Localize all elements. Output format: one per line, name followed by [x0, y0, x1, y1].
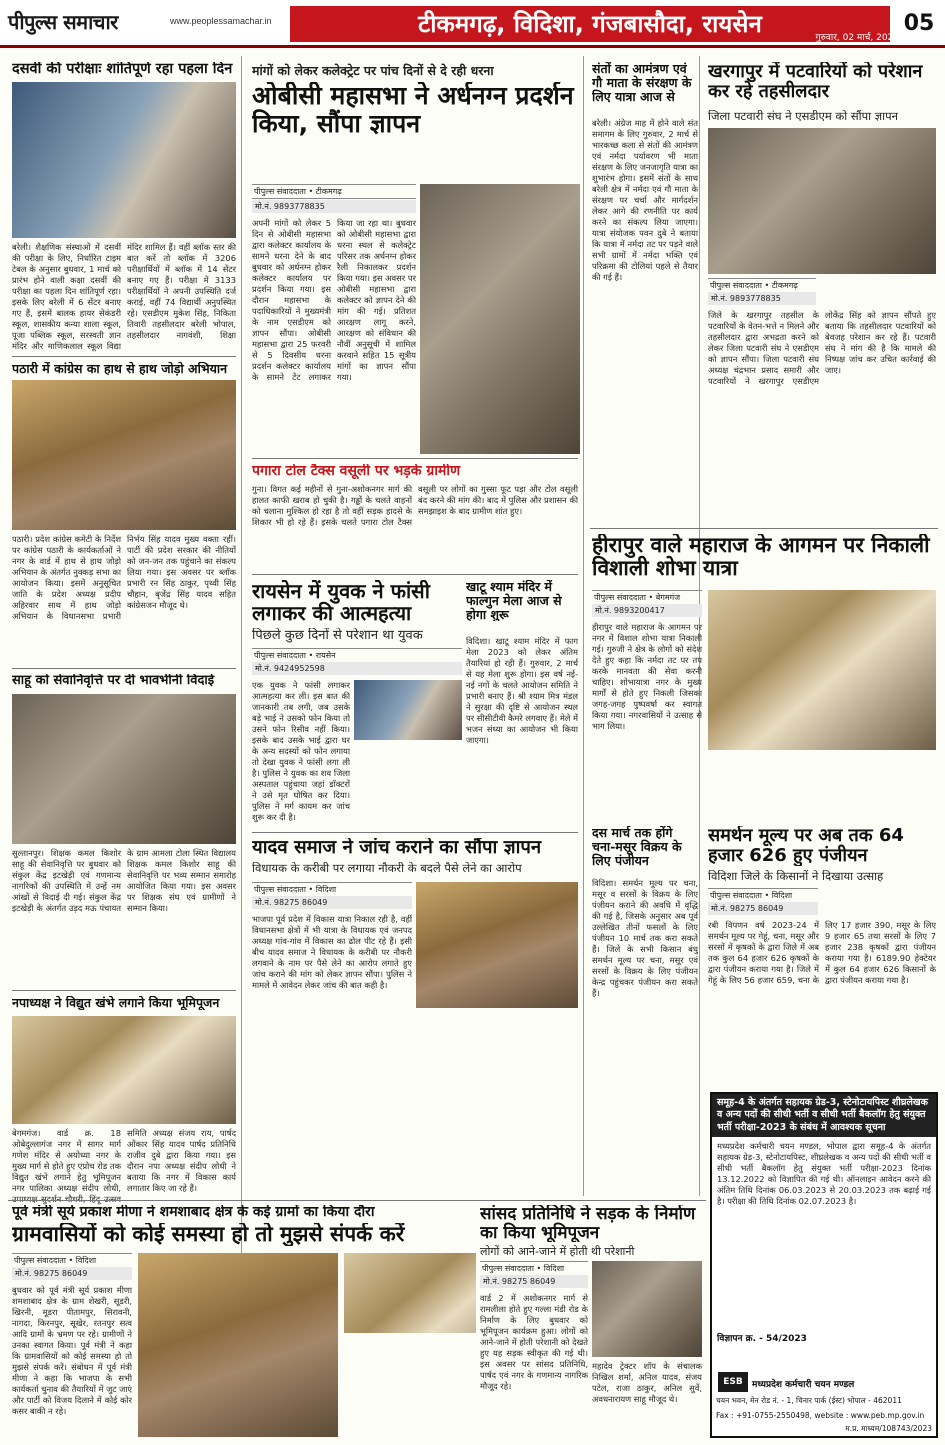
- photo-procession: [708, 590, 936, 750]
- byline: पीपुल्स संवाददाता • बेगमगंज: [592, 590, 702, 605]
- edition-banner: टीकमगढ़, विदिशा, गंजबासौदा, रायसेन: [290, 6, 890, 42]
- reporter-mobile: मो.नं. 98275 86049: [12, 1267, 132, 1280]
- article-body: विदिशा। खाटू श्याम मंदिर में फाग मेला 2023 को लेकर अंतिम तैयारियां हो रही हैं। गुरुवार, 2 मार्च से यह मेला शुरू होगा। इस वर्ष नई-नई नगों के चलते आयोजन समिति ने प्रभारी बनाए हैं। श्री श्याम मित्र मंडल ने सुरक्षा की दृष्टि से आयोजन स्थल पर सीसीटीवी कैमरे लगवाए हैं। मेले में भजन संध्या का आयोजन भी किया जाएगा।: [466, 636, 578, 746]
- reporter-mobile: मो.नं. 98275 86049: [252, 896, 412, 909]
- byline: पीपुल्स संवाददाता • विदिशा: [480, 1261, 588, 1276]
- article-subtitle: लोगों को आने-जाने में होती थी परेशानी: [480, 1245, 635, 1258]
- divider: [252, 574, 578, 575]
- column-2: [248, 56, 584, 1196]
- article-body: गुना। विगत कई महीनों से गुना-अशोकनगर मार्ग की हालत काफी खराब हो चुकी है। गड्ढों के चलते वाहनों को चलाना मुश्किल हो रहा है तो वहीं सड़क हादसे के शिकार भी हो रहे हैं। इसके चलते पगारा टोल टैक्स वसूली पर लोगों का गुस्सा फूट पड़ा और टोल वसूली बंद करने की मांग की। बाद में पुलिस और प्रशासन की समझाइश के बाद ग्रामीण शांत हुए।: [252, 484, 578, 528]
- website-url[interactable]: www.peoplessamachar.in: [170, 16, 272, 26]
- photo-farewell-ceremony: [12, 694, 236, 844]
- article-title: रायसेन में युवक ने फांसी लगाकर की आत्महत्या: [252, 580, 430, 624]
- byline: पीपुल्स संवाददाता • विदिशा: [12, 1253, 132, 1268]
- photo-victim: [354, 680, 462, 740]
- article-title: ओबीसी महासभा ने अर्धनग्न प्रदर्शन किया, सौंपा ज्ञापन: [252, 82, 574, 137]
- article-title: दस मार्च तक होंगे चना-मसूर विक्रय के लिए पंजीयन: [592, 826, 682, 868]
- article-body: बेगमगंज। वार्ड क्र. 18 ओबेदुल्लागंज नगर में सागर मार्ग गणेश मंदिर से अयोध्या नगर के मुख्य मार्ग से होते हुए एप्रोच रोड तक विद्युत खंभे लगाने हेतु भूमिपूजन नगर पालिका अध्यक्ष संदीप लोधी, उपाध्यक्ष सुदर्शन चौधरी, हिंदू उत्सव समिति अध्यक्ष संजय राय, पार्षद ओंकार सिंह यादव पार्षद प्रतिनिधि राजीव दुबे द्वारा किया गया। इस दौरान नपा अध्यक्ष संदीप लोधी ने बताया कि नगर में विकास कार्य लगातार किए जा रहे हैं।: [12, 1128, 236, 1205]
- divider: [590, 528, 938, 529]
- divider: [252, 832, 578, 833]
- page-number: 05: [903, 11, 935, 36]
- article-title: साहू को सेवानिवृत्ति पर दी भावभीनी विदाई: [12, 674, 215, 688]
- photo-patwari-memorandum: [708, 128, 936, 274]
- article-body: रबी विपणन वर्ष 2023-24 में समर्थन मूल्य पर गेहूं, चना, मसूर और सरसों में कृषकों के द्वारा जिले में अब तक कुल 64 हजार 626 कृषकों के द्वारा पंजीयन कराया गया है। जिले में गेहूं के लिए 56 हजार 659, चना के लिए 17 हजार 390, मसूर के लिए 9 हजार 65 तथा सरसों के लिए 7 हजार 238 कृषकों द्वारा पंजीयन कराया गया है। 6189.90 हेक्टेयर में कुल 64 हजार 626 किसानों के द्वारा पंजीयन कराया गया है।: [708, 920, 936, 986]
- ad-reference: म.प्र. माध्यम/108743/2023: [845, 1424, 932, 1433]
- story-road-construction: [476, 1200, 706, 1438]
- masthead-logo: पीपुल्स समाचार: [8, 10, 118, 34]
- byline: पीपुल्स संवाददाता • टीकमगढ़: [708, 278, 816, 293]
- article-title: संतों का आमंत्रण एवं गौ माता के संरक्षण के लिए यात्रा आज से: [592, 62, 692, 104]
- govt-ad-box: [710, 1092, 938, 1438]
- reporter-mobile: मो.नं. 9893778835: [252, 200, 416, 213]
- article-subtitle: विधायक के करीबी पर लगाया नौकरी के बदले पैसे लेने का आरोप: [252, 862, 522, 875]
- article-title: समर्थन मूल्य पर अब तक 64 हजार 626 हुए पंजीयन: [708, 826, 904, 866]
- article-subtitle: विदिशा जिले के किसानों ने दिखाया उत्साह: [708, 870, 884, 883]
- ad-fax[interactable]: Fax : +91-0755-2550498, website : www.peb.mp.gov.in: [716, 1411, 925, 1420]
- photo-yadav-samaj: [416, 882, 578, 1008]
- article-body: हीरापुर वाले महाराज के आगमन पर नगर में विशाल शोभा यात्रा निकाली गई। गुरुजी ने क्षेत्र के लोगों को संदेश देते हुए कहा कि नर्मदा तट पर तप करके मानवता की सेवा करनी चाहिए। शोभायात्रा नगर के मुख्य मार्गों से होते हुए निकली जिसका जगह-जगह पुष्पवर्षा कर स्वागत किया गया। नगरवासियों ने उत्साह से भाग लिया।: [592, 622, 702, 732]
- photo-congress-meeting: [12, 380, 236, 530]
- ad-address: चयन भवन, मेन रोड नं. - 1, चिनार पार्क (ईस्ट) भोपाल - 462011: [716, 1396, 902, 1405]
- reporter-mobile: मो.नं. 9424952598: [252, 662, 462, 675]
- article-body: अपनी मांगों को लेकर 5 दिन से ओबीसी महासभा द्वारा कलेक्टर कार्यालय के सामने धरना देने के बाद बुधवार को अर्धनग्न होकर कलेक्टर कार्यालय पर प्रदर्शन किया गया। इस दौरान महासभा के पदाधिकारियों ने मुख्यमंत्री के नाम एसडीएम को ज्ञापन सौंपा। ओबीसी महासभा द्वारा 25 फरवरी से 5 दिवसीय धरना प्रदर्शन कलेक्टर कार्यालय के सामने टेंट लगाकर किया जा रहा था। बुधवार को ओबीसी महासभा द्वारा धरना स्थल से कलेक्ट्रेट परिसर तक अर्धनग्न होकर रैली निकालकर प्रदर्शन किया गया। इस अवसर पर ओबीसी महासभा द्वारा कलेक्टर को ज्ञापन देने की मांग की गई। प्रतिशत आरक्षण लागू करने, आरक्षण को संविधान की नौवीं अनुसूची में शामिल करवाने सहित 15 सूत्रीय मांगों का ज्ञापन सौंपा गया।: [252, 218, 416, 383]
- photo-obc-protest: [420, 184, 580, 454]
- byline: पीपुल्स संवाददाता • रायसेन: [252, 648, 462, 663]
- article-subtitle: जिला पटवारी संघ ने एसडीएम को सौंपा ज्ञापन: [708, 110, 899, 123]
- issue-date: गुरुवार, 02 मार्च, 2023: [815, 33, 899, 43]
- article-body: पठारी। प्रदेश कांग्रेस कमेटी के निर्देश पर कांग्रेस पठारी के कार्यकर्ताओं ने नगर के वार्ड में हाथ से हाथ जोड़ो अभियान के अंतर्गत नुक्कड़ सभा का आयोजन किया। इसमें अनुसूचित जाति के प्रदेश अध्यक्ष प्रदीप अहिरवार साथ में हाथ जोड़ो अभियान के विधानसभा प्रभारी निर्भय सिंह यादव मुख्य वक्ता रहीं। पार्टी की प्रदेश सरकार की नीतियों को जन-जन तक पहुंचाने का संकल्प लिया गया। इस अवसर पर ब्लॉक प्रभारी रन सिंह ठाकुर, पृथ्वी सिंह चौहान, बृजेंद्र सिंह यादव सहित कांग्रेसजन मौजूद थे।: [12, 534, 236, 622]
- divider: [252, 458, 578, 459]
- article-body: बुधवार को पूर्व मंत्री सूर्य प्रकाश मीणा शमशाबाद क्षेत्र के ग्राम शेखरी, सूडरी, खिरनी, मूडरा पीतामपुर, सिरावनी, नागदा, किरनपुर, सूखेर, रतनपुर सत्व आदि ग्रामों के भ्रमण पर रहे। ग्रामीणों ने उनका स्वागत किया। पूर्व मंत्री ने कहा कि ग्रामवासियों को कोई समस्या हो तो मुझसे संपर्क करें। संबोधन में पूर्व मंत्री मीणा ने कहा कि भाजपा के सभी कार्यकर्ता चुनाव की तैयारियों में जुट जाएं और पार्टी को विजय दिलाने में कोई कोर कसर बाकी न रहे।: [12, 1285, 132, 1417]
- ad-heading: समूह-4 के अंतर्गत सहायक ग्रेड-3, स्टेनोटायपिस्ट शीघ्रलेखक व अन्य पदों की सीधी भर्ती व सीधी भर्ती बैकलॉग हेतु संयुक्त भर्ती परीक्षा-2023 के संबंध में आवश्यक सूचना: [712, 1094, 936, 1137]
- article-body: सुल्तानपुर। शिक्षक कमल किशोर साहू की सेवानिवृत्ति पर बुधवार को संकुल केंद्र इटखेड़ी एवं गणमान्य नागरिकों की उपस्थिति में उन्हें नम आंखों से विदाई दी गई। संकुल केंद्र इटखेड़ी के अंतर्गत उड़द मऊ पंचायत के ग्राम आमला टोला स्थित विद्यालय शिक्षक कमल किशोर साहू की सेवानिवृत्ति पर भव्य सम्मान समारोह आयोजित किया गया। इस अवसर पर शिक्षक संघ एवं ग्रामीणों ने सम्मान किया।: [12, 848, 236, 914]
- article-subtitle: पिछले कुछ दिनों से परेशान था युवक: [252, 628, 423, 643]
- column-3-lower: [590, 826, 700, 1072]
- reporter-mobile: मो.नं. 98275 86049: [480, 1275, 588, 1288]
- reporter-mobile: मो.नं. 98275 86049: [708, 902, 818, 915]
- article-body: बरेली। शैक्षणिक संस्थाओं में दसवीं की परीक्षा के लिए, निर्धारित टाइम टेबल के अनुसार बुधवार, 1 मार्च को प्रारंभ होने वाली कक्षा दसवीं की परीक्षा का पहला दिन शांतिपूर्ण रहा। इसके लिए बरेली में 6 सेंटर बनाए गए हैं, इसमें बालक हायर सेकंडरी स्कूल, शासकीय कन्या शाला स्कूल, पूजा पब्लिक स्कूल, सरस्वती ज्ञान मंदिर और माणिकलाल स्कूल विद्या मंदिर शामिल हैं। वहीं ब्लॉक स्तर की बात करें तो ब्लॉक में 3206 परीक्षार्थियों में ब्लॉक में 14 सेंटर बनाए गए हैं। परीक्षा में 3133 परीक्षार्थियों ने अपनी उपस्थिति दर्ज कराई, वहीं 74 विद्यार्थी अनुपस्थित रहे। एसडीएम मुकेश सिंह, निकिता तिवारी तहसीलदार बरेली भोपाल, तहसीलदार नागवंशी, शिक्षा: [12, 242, 236, 352]
- story-msp-registration: [706, 826, 938, 1090]
- article-body: जिले के खरगापुर तहसील के पटवारियों के वेतन-भत्ते न मिलने और तहसीलदार द्वारा अभद्रता करने को लेकर जिला पटवारी संघ ने एसडीएम को ज्ञापन सौंपा। जिला पटवारी संघ अध्यक्ष चंद्रभान प्रसाद समारी और पटवारियों ने खरगापुर एसडीएम लोकेंद्र सिंह को ज्ञापन सौंपते हुए बताया कि तहसीलदार पटवारियों को बेवजह परेशान कर रहे हैं। पटवारी संघ ने मांग की है कि मामले की निष्पक्ष जांच कर उचित कार्रवाई की जाए।: [708, 310, 936, 387]
- article-title: पगारा टोल टैक्स वसूली पर भड़के ग्रामीण: [252, 464, 461, 479]
- photo-exam-students: [12, 82, 236, 238]
- byline: पीपुल्स संवाददाता • टीकमगढ़: [252, 184, 416, 199]
- article-body: एक युवक ने फांसी लगाकर आत्महत्या कर ली। इस बात की जानकारी तब लगी, जब उसके बड़े भाई ने उसको फोन किया तो उसने फोन रिसीव नहीं किया। इसके बाद उसके भाई द्वारा घर के अन्य सदस्यों को फोन लगाया तो देखा युवक ने फांसी लगा ली है। पुलिस ने युवक का शव जिला अस्पताल पहुंचाया जहां डॉक्टरों ने उसे मृत घोषित कर दिया। पुलिस ने मर्ग कायम कर जांच शुरू कर दी है।: [252, 680, 350, 823]
- divider: [12, 668, 236, 669]
- byline: पीपुल्स संवाददाता • विदिशा: [252, 882, 412, 897]
- reporter-mobile: मो.नं. 9893778835: [708, 292, 816, 305]
- article-title: पठारी में कांग्रेस का हाथ से हाथ जोड़ो अभियान: [12, 362, 228, 376]
- article-title: खाटू श्याम मंदिर में फाल्गुन मेला आज से होगा शुरू: [466, 580, 562, 622]
- photo-road-bhoomipoojan: [592, 1261, 702, 1357]
- article-body: भाजपा पूर्व प्रदेश में विकास यात्रा निकाल रही है, वहीं विधानसभा क्षेत्रों में भी यात्रा के विधायक एवं जनपद अध्यक्ष गांव-गांव में विकास का ढोल पीट रहे हैं। इसी बीच यादव समाज ने विधायक के करीबी पर नौकरी लगवाने के नाम पर पैसे लेने का आरोप लगाते हुए जांच कराने की मांग को लेकर ज्ञापन सौंपा। पुलिस ने मामले में आवेदन लेकर जांच की बात कही है।: [252, 914, 412, 991]
- article-title: दसवीं की परीक्षाः शांतिपूर्ण रहा पहला दिन: [12, 62, 233, 77]
- story-hirapur: [590, 528, 938, 820]
- article-kicker: पूर्व मंत्री सूर्य प्रकाश मीणा ने शमशाबाद क्षेत्र के कई ग्रामों का किया दौरा: [12, 1205, 375, 1220]
- article-body: वार्ड 2 में अशोकनगर मार्ग से रामलीला होते हुए गल्ला मंडी रोड के निर्माण के लिए बुधवार को भूमिपूजन कार्यक्रम हुआ। लोगों को आने-जाने में होती परेशानी को देखते हुए यह सड़क स्वीकृत की गई थी। इस अवसर पर सांसद प्रतिनिधि, पार्षद एवं नगर के गणमान्य नागरिक मौजूद रहे।: [480, 1293, 588, 1392]
- article-kicker: मांगों को लेकर कलेक्ट्रेट पर पांच दिनों से दे रही धरना: [252, 63, 494, 78]
- article-title: नपाध्यक्ष ने विद्युत खंभे लगाने किया भूमिपूजन: [12, 996, 220, 1010]
- ad-body: मध्यप्रदेश कर्मचारी चयन मण्डल, भोपाल द्वारा समूह-4 के अंतर्गत सहायक ग्रेड-3, स्टेनोटायपिस्ट, शीघ्रलेखक व अन्य पदों की सीधी भर्ती व सीधी भर्ती बैकलॉग हेतु संयुक्त भर्ती परीक्षा-2023 दिनांक 13.12.2022 को विज्ञापित की गई थी। ऑनलाइन आवेदन करने की अंतिम तिथि दिनांक 06.03.2023 से 20.03.2023 तक बढ़ाई गई है। परीक्षा की तिथि दिनांक 02.07.2023 है।: [717, 1141, 931, 1207]
- reporter-mobile: मो.नं. 9893200417: [592, 604, 702, 617]
- article-body: बरेली। अंग्रेज माह में होने वाले संत समागम के लिए गुरुवार, 2 मार्च से भारकच्छ कला से संतों की आमंत्रण एवं नर्मदा पर्यावरण भी माता संरक्षण के लिए जनजागृति यात्रा का शुभारंभ होगा। इसमें संतों के साथ बरेली क्षेत्र में नर्मदा एवं गौ माता के संरक्षण पर चर्चा और मार्गदर्शन लेकर आगे की रणनीति पर कार्य करने का संकल्प लिया जाएगा। यात्रा संयोजक पवन दुबे ने बताया कि यात्रा में नर्मदा तट पर पड़ने वाले सभी ग्रामों में नर्मदा भक्ति एवं परिक्रमा की टोलियां पहले से तैयार की गई हैं।: [592, 118, 698, 283]
- divider: [12, 990, 236, 991]
- esb-logo: ESB: [718, 1372, 748, 1392]
- divider: [12, 356, 236, 357]
- article-body: विदिशा। समर्थन मूल्य पर चना, मसूर व सरसों के विक्रय के लिए पंजीयन कराने की अवधि में वृद्धि की गई है, जिसके अनुसार अब पूर्व उल्लेखित तीनों फसलों के लिए पंजीयन 10 मार्च तक करा सकते हैं। जिले के सभी किसान बंधु समर्थन मूल्य पर चना, मसूर एवं सरसों के विक्रय के लिए पंजीयन केन्द्र पहुंचकर पंजीयन करा सकते हैं।: [592, 878, 698, 999]
- ad-org: मध्यप्रदेश कर्मचारी चयन मण्डल: [752, 1380, 855, 1390]
- article-title: यादव समाज ने जांच कराने का सौंपा ज्ञापन: [252, 838, 542, 858]
- photo-bhoomipoojan: [12, 1016, 236, 1124]
- byline: पीपुल्स संवाददाता • विदिशा: [708, 888, 818, 903]
- ad-number: विज्ञापन क्र. - 54/2023: [717, 1334, 807, 1345]
- article-title: खरगापुर में पटवारियों को परेशान कर रहे तहसीलदार: [708, 62, 923, 102]
- photo-former-minister: [138, 1253, 338, 1437]
- photo-caption: महादेव ट्रेक्टर शॉप के संचालक निखिल शर्मा, अनिल यादव, संजय पटेल, राजा ठाकुर, अनिल सुर्वे, अवधनारायण साहू मौजूद थे।: [592, 1361, 702, 1405]
- article-title: ग्रामवासियों को कोई समस्या हो तो मुझसे संपर्क करें: [12, 1223, 405, 1246]
- article-title: हीरापुर वाले महाराज के आगमन पर निकाली विशाली शोभा यात्रा: [592, 534, 930, 581]
- article-title: सांसद प्रतिनिधि ने सड़क के निर्माण का किया भूमिपूजन: [480, 1205, 696, 1243]
